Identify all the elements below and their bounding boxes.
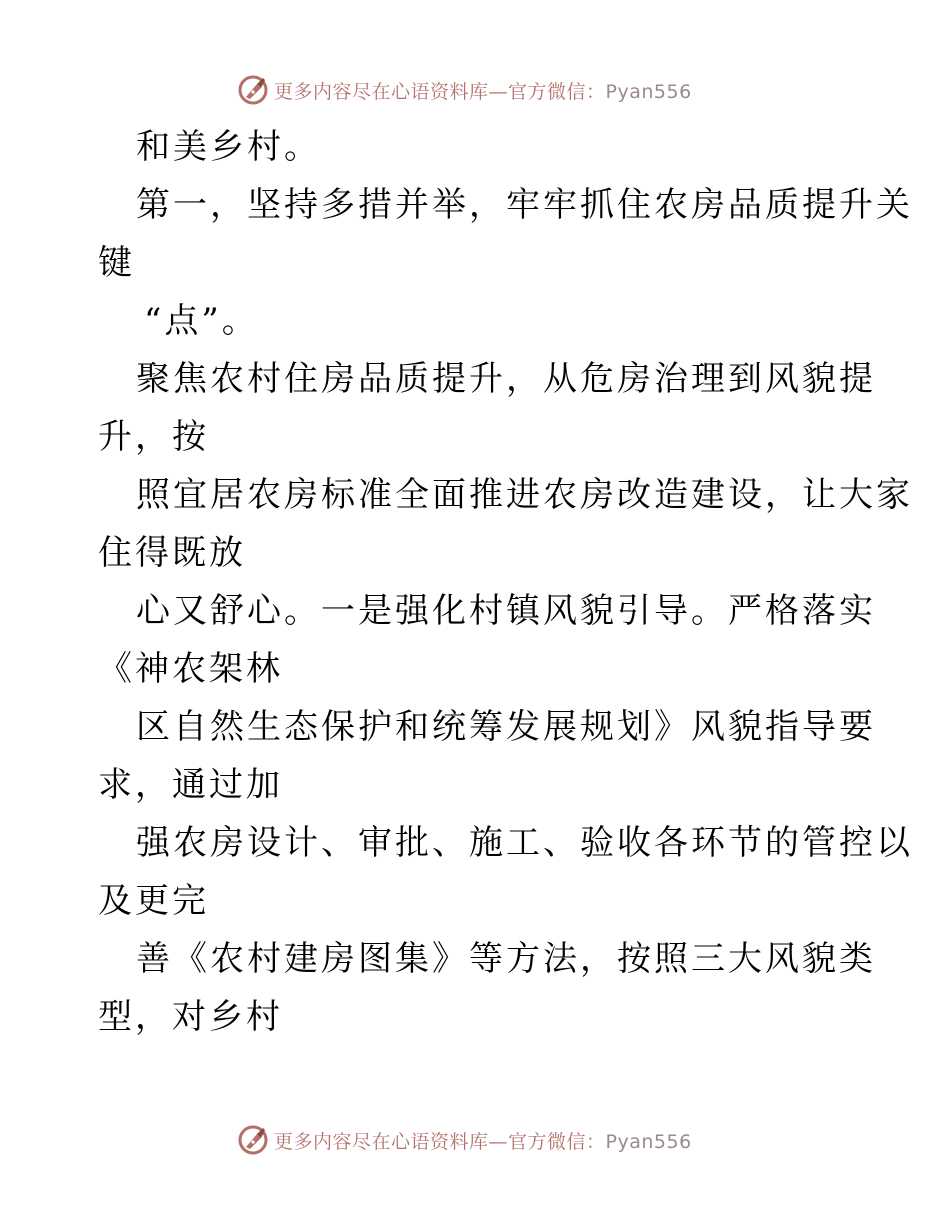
header-watermark: [236, 72, 692, 108]
text-line: 聚焦农村住房品质提升，从危房治理到风貌提: [136, 359, 876, 399]
text-line: 区自然生态保护和统筹发展规划》风貌指导要: [136, 707, 876, 747]
footer-watermark: [236, 1122, 692, 1158]
text-line: 强农房设计、审批、施工、验收各环节的管控以: [136, 823, 913, 863]
text-line: 第一，坚持多措并举，牢牢抓住农房品质提升关: [136, 185, 913, 225]
footer-watermark-text: 更多内容尽在心语资料库—官方微信：Pyan556: [274, 1130, 692, 1153]
text-line: 善《农村建房图集》等方法，按照三大风貌类: [136, 939, 876, 979]
pen-nib-logo-icon: [236, 73, 270, 107]
document-body: [0, 118, 950, 1046]
text-line: 住得既放: [98, 533, 246, 573]
header-watermark-text: 更多内容尽在心语资料库—官方微信：Pyan556: [274, 80, 692, 103]
text-line: 照宜居农房标准全面推进农房改造建设，让大家: [136, 475, 913, 515]
pen-nib-logo-icon: [236, 1123, 270, 1157]
text-line: 键: [98, 243, 135, 283]
text-line: 求，通过加: [98, 765, 283, 805]
text-line: 和美乡村。: [136, 127, 321, 167]
text-line: 心又舒心。一是强化村镇风貌引导。严格落实: [136, 591, 876, 631]
text-line: 及更完: [98, 881, 209, 921]
text-line: “点”。: [144, 301, 259, 341]
text-line: 《神农架林: [98, 649, 283, 689]
text-line: 升，按: [98, 417, 209, 457]
text-line: 型，对乡村: [98, 997, 283, 1037]
